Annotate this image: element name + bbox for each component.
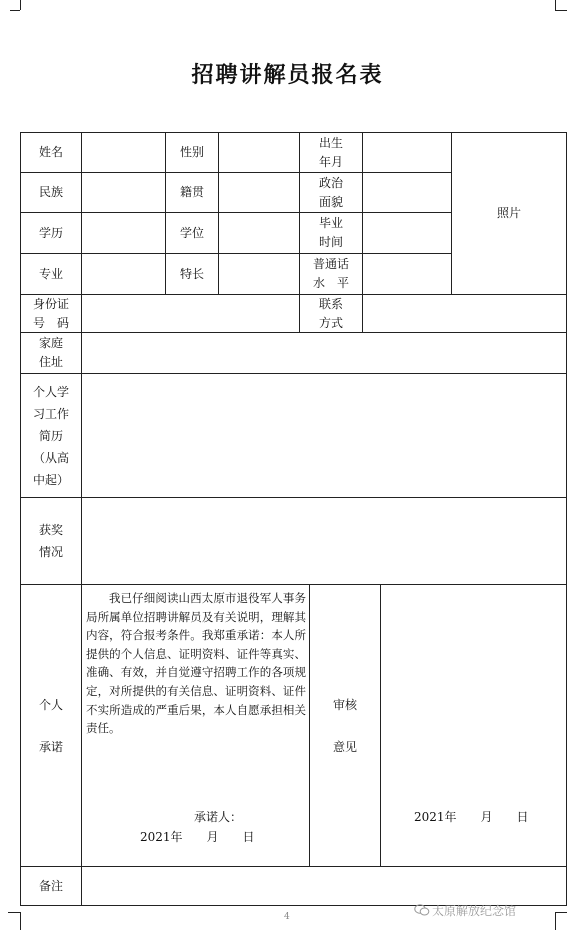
politics-field[interactable] — [362, 172, 452, 213]
remarks-label: 备注 — [38, 878, 63, 893]
page-number: 4 — [284, 912, 290, 922]
resume-label-line-3: 简历 — [38, 428, 63, 443]
name-label: 姓名 — [38, 145, 63, 159]
contact-label-line-1: 联系 — [318, 296, 343, 311]
awards-label — [20, 497, 82, 585]
crop-mark-top-left-h — [10, 10, 20, 11]
birth-label-line-2: 年月 — [318, 154, 343, 169]
remarks-field[interactable] — [81, 866, 567, 906]
pledge-label-line-2: 承诺 — [38, 739, 63, 754]
contact-label — [299, 294, 363, 333]
address-label-line-1: 家庭 — [38, 336, 63, 350]
birth-label-line-1: 出生 — [318, 135, 343, 150]
crop-mark-bottom-right-h — [555, 912, 567, 913]
awards-field[interactable] — [81, 497, 567, 585]
pledge-date: 2021年 月 日 — [140, 830, 255, 844]
crop-mark-top-right-v — [555, 0, 556, 10]
crop-mark-bottom-left-h — [8, 912, 20, 913]
ethnicity-field[interactable] — [81, 172, 166, 213]
resume-field[interactable] — [81, 373, 567, 498]
resume-label-line-1: 个人学 — [32, 384, 69, 399]
review-label-line-1: 审核 — [332, 697, 357, 712]
gender-label: 性别 — [179, 145, 204, 159]
review-label — [309, 584, 381, 867]
review-label-line-2: 意见 — [332, 739, 357, 754]
wechat-icon — [414, 904, 430, 916]
politics-label-line-1: 政治 — [318, 175, 343, 190]
id-number-label — [20, 294, 82, 333]
resume-label — [20, 373, 82, 498]
mandarin-label — [299, 253, 363, 295]
specialty-label: 特长 — [179, 266, 204, 281]
watermark-text: 太原解放纪念馆 — [432, 904, 517, 918]
resume-label-line-4: （从高 — [32, 450, 69, 465]
address-field[interactable] — [81, 332, 567, 374]
contact-field[interactable] — [362, 294, 567, 333]
birth-label — [299, 132, 363, 173]
graduation-label-line-2: 时间 — [318, 235, 343, 249]
native-label: 籍贯 — [179, 185, 204, 199]
id-label-line-2: 号 码 — [32, 315, 69, 330]
pledge-text — [86, 589, 306, 738]
graduation-field[interactable] — [362, 212, 452, 254]
resume-label-line-2: 习工作 — [32, 406, 69, 421]
specialty-field[interactable] — [218, 253, 300, 295]
pledge-paragraph: 我已仔细阅读山西太原市退役军人事务局所属单位招聘讲解员及有关说明，理解其内容，符合报考条件。我郑重承诺：本人所提供的个人信息、证明资料、证件等真实、准确、有效，并自觉遵守招聘工作的各项规定，对所提供的有关信息、证明资料、证件不实所造成的严重后果，本人自愿承担相关责任。 — [86, 591, 306, 736]
pledge-label-line-1: 个人 — [38, 697, 63, 712]
pledge-label — [20, 584, 82, 867]
mandarin-field[interactable] — [362, 253, 452, 295]
name-field[interactable] — [81, 132, 166, 173]
awards-label-line-2: 情况 — [38, 545, 63, 559]
contact-label-line-2: 方式 — [318, 315, 343, 330]
address-label-line-2: 住址 — [38, 355, 63, 369]
id-number-field[interactable] — [81, 294, 300, 333]
mandarin-label-line-2: 水 平 — [312, 276, 349, 290]
crop-mark-top-right-h — [555, 10, 567, 11]
degree-field[interactable] — [218, 212, 300, 254]
pledger-label: 承诺人： — [194, 810, 243, 824]
form-title: 招聘讲解员报名表 — [191, 62, 384, 88]
education-label: 学历 — [38, 225, 63, 240]
crop-mark-bottom-left-v — [20, 912, 21, 930]
politics-label-line-2: 面貌 — [318, 194, 343, 209]
politics-label — [299, 172, 363, 213]
address-label — [20, 332, 82, 374]
ethnicity-label: 民族 — [38, 185, 63, 199]
crop-mark-top-left-v — [20, 0, 21, 10]
resume-label-line-5: 中起） — [32, 472, 69, 487]
education-field[interactable] — [81, 212, 166, 254]
awards-label-line-1: 获奖 — [38, 523, 63, 537]
photo-label: 照片 — [496, 205, 521, 220]
major-label: 专业 — [38, 266, 63, 281]
gender-field[interactable] — [218, 132, 300, 173]
id-label-line-1: 身份证 — [32, 296, 69, 311]
crop-mark-bottom-right-v — [555, 912, 556, 930]
review-date: 2021年 月 日 — [414, 810, 529, 824]
graduation-label — [299, 212, 363, 254]
mandarin-label-line-1: 普通话 — [312, 257, 349, 271]
native-field[interactable] — [218, 172, 300, 213]
graduation-label-line-1: 毕业 — [318, 216, 343, 230]
degree-label: 学位 — [179, 225, 204, 240]
birth-field[interactable] — [362, 132, 452, 173]
major-field[interactable] — [81, 253, 166, 295]
